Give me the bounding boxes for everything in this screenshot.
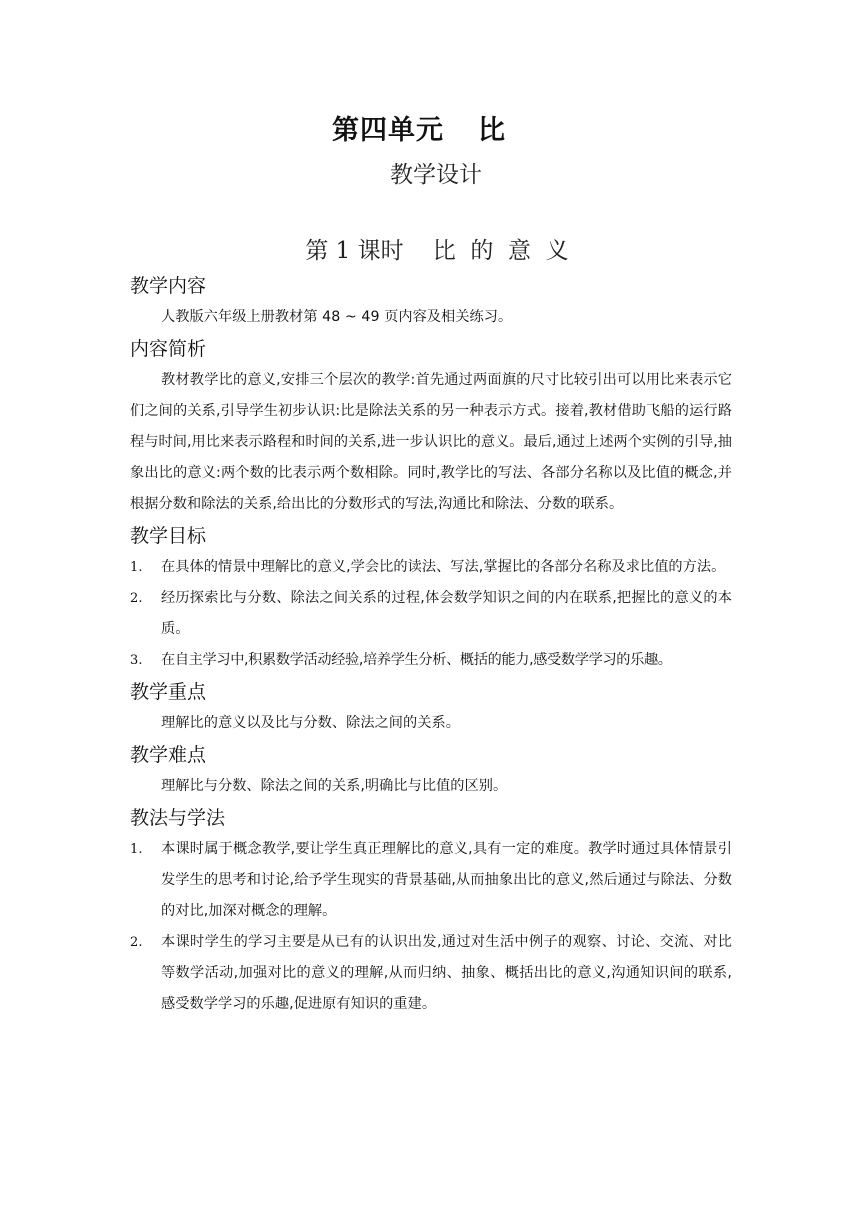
list-item-text: 本课时属于概念教学,要让学生真正理解比的意义,具有一定的难度。教学时通过具体情景引发学生的思考和讨论,给予学生现实的背景基础,从而抽象出比的意义,然后通过与除法、分数的对比,加深对概念的理解。 [161, 841, 732, 919]
list-item-number: 1. [130, 842, 143, 857]
section-text: 人教版六年级上册教材第 48 ~ 49 页内容及相关练习。 [161, 309, 513, 325]
list-item [130, 927, 732, 1020]
list-item-text: 在自主学习中,积累数学活动经验,培养学生分析、概括的能力,感受数学学习的乐趣。 [161, 652, 672, 668]
unit-title-number: 第四单元 [332, 115, 444, 146]
list-item [130, 834, 732, 927]
section-heading: 教法与学法 [130, 807, 226, 829]
unit-title-name: 比 [478, 115, 506, 146]
list-item-text: 经历探索比与分数、除法之间关系的过程,体会数学知识之间的内在联系,把握比的意义的本质。 [161, 590, 732, 637]
section-heading: 教学目标 [130, 525, 207, 547]
section-teaching-goals [130, 520, 732, 676]
section-heading: 内容简析 [130, 338, 207, 360]
list-item-number: 2. [130, 591, 143, 606]
goals-list [130, 552, 732, 676]
section-key-points [130, 676, 732, 739]
list-item-number: 1. [130, 560, 143, 575]
list-item [130, 583, 732, 645]
lesson-title: 第 1 课时 比 的 意 义 [305, 238, 569, 264]
section-methods [130, 802, 732, 1020]
unit-title [0, 108, 838, 147]
methods-list [130, 834, 732, 1020]
list-item-text: 在具体的情景中理解比的意义,学会比的读法、写法,掌握比的各部分名称及求比值的方法。 [161, 559, 726, 575]
list-item [130, 552, 732, 583]
section-heading: 教学内容 [130, 275, 207, 297]
list-item-number: 2. [130, 935, 143, 950]
section-teaching-content [130, 270, 732, 333]
section-heading: 教学难点 [130, 744, 207, 766]
list-item-number: 3. [130, 653, 143, 668]
design-title: 教学设计 [390, 162, 482, 188]
section-text: 教材教学比的意义,安排三个层次的教学:首先通过两面旗的尺寸比较引出可以用比来表示它们之间的关系,引导学生初步认识:比是除法关系的另一种表示方式。接着,教材借助飞船的运行路程与时间,用比来表示路程和时间的关系,进一步认识比的意义。最后,通过上述两个实例的引导,抽象出比的意义:两个数的比表示两个数相除。同时,教学比的写法、各部分名称以及比值的概念,并根据分数和除法的关系,给出比的分数形式的写法,沟通比和除法、分数的联系。 [130, 372, 732, 512]
list-item-text: 本课时学生的学习主要是从已有的认识出发,通过对生活中例子的观察、讨论、交流、对比等数学活动,加强对比的意义的理解,从而归纳、抽象、概括出比的意义,沟通知识间的联系,感受数学学习的乐趣,促进原有知识的重建。 [161, 934, 732, 1012]
list-item [130, 645, 732, 676]
section-content-analysis [130, 333, 732, 520]
section-heading: 教学重点 [130, 681, 207, 703]
section-difficulties [130, 739, 732, 802]
document-body [130, 270, 732, 1020]
section-text: 理解比与分数、除法之间的关系,明确比与比值的区别。 [161, 778, 508, 794]
section-text: 理解比的意义以及比与分数、除法之间的关系。 [161, 715, 460, 731]
